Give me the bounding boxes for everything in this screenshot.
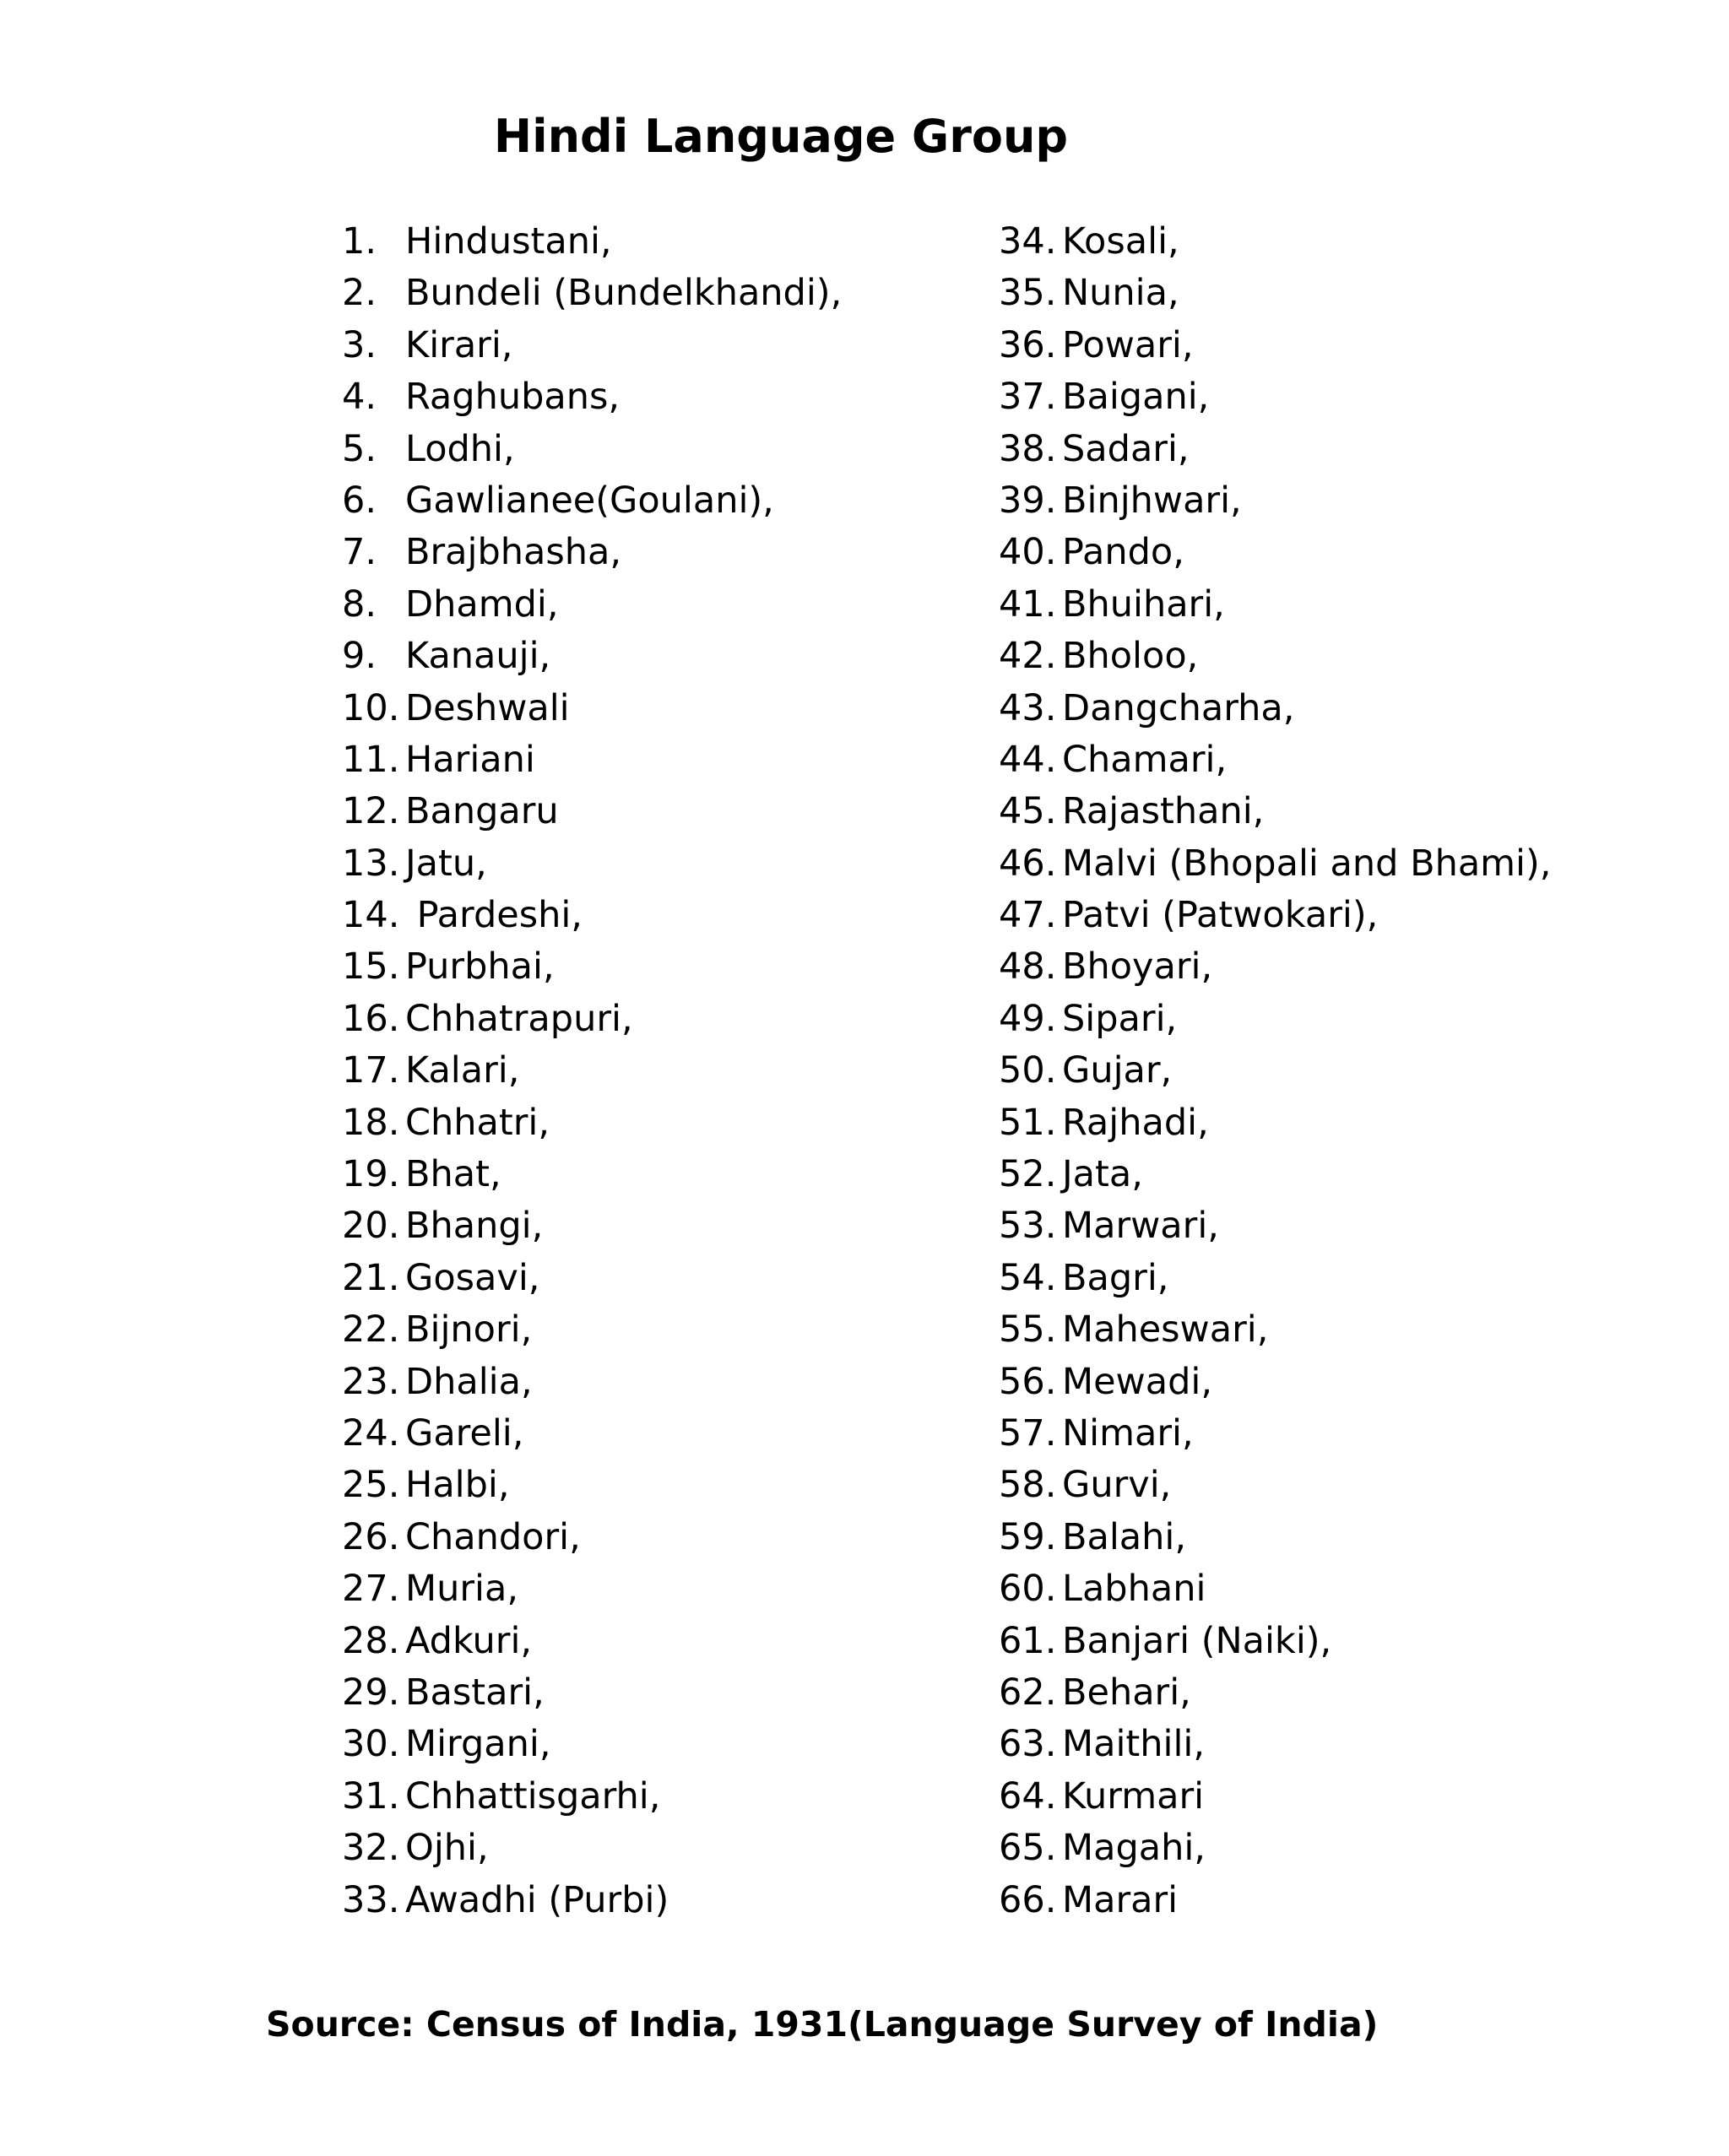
list-item (342, 1563, 842, 1615)
list-item-number: 6. (342, 479, 377, 522)
list-item (342, 838, 842, 890)
list-item-label: Bundeli (Bundelkhandi), (405, 272, 843, 315)
list-item-number: 31. (342, 1774, 400, 1817)
list-item-label: Deshwali (405, 686, 570, 729)
list-item-number: 18. (342, 1101, 400, 1144)
list-item (342, 734, 842, 786)
list-item-label: Chandori, (405, 1515, 581, 1558)
list-item-number: 36. (999, 323, 1057, 366)
list-item-number: 33. (342, 1878, 400, 1921)
list-item (342, 941, 842, 993)
list-item-number: 40. (999, 531, 1057, 574)
list-item-label: Marwari, (1062, 1205, 1219, 1248)
list-item-label: Nunia, (1062, 272, 1179, 315)
list-item-label: Bastari, (405, 1671, 545, 1714)
list-item (999, 1563, 1551, 1615)
list-item (342, 268, 842, 319)
list-item-number: 48. (999, 945, 1057, 989)
list-item-number: 57. (999, 1411, 1057, 1454)
list-item-label: Awadhi (Purbi) (405, 1878, 669, 1921)
list-item-number: 24. (342, 1411, 400, 1454)
list-item (999, 527, 1551, 578)
list-item (342, 1771, 842, 1823)
list-item-label: Kanauji, (405, 635, 551, 678)
list-item-number: 35. (999, 272, 1057, 315)
list-item-number: 9. (342, 635, 377, 678)
list-item (999, 786, 1551, 837)
list-item (342, 1149, 842, 1200)
list-item-label: Adkuri, (405, 1619, 533, 1662)
list-item-number: 15. (342, 945, 400, 989)
list-item-number: 10. (342, 686, 400, 729)
list-item (342, 1719, 842, 1770)
list-item-label: Balahi, (1062, 1515, 1187, 1558)
list-item-label: Dhalia, (405, 1360, 533, 1403)
list-item-label: Marari (1062, 1878, 1179, 1921)
list-item (999, 734, 1551, 786)
list-item-label: Jatu, (405, 842, 487, 885)
source-citation: Source: Census of India, 1931(Language Survey of India) (266, 2004, 1379, 2045)
list-item-label: Kirari, (405, 323, 513, 366)
list-item (342, 890, 842, 941)
list-item-label: Chhatrapuri, (405, 997, 633, 1040)
list-item-number: 37. (999, 376, 1057, 419)
list-item (342, 424, 842, 475)
list-item (342, 216, 842, 268)
list-item-number: 39. (999, 479, 1057, 522)
list-item-number: 58. (999, 1464, 1057, 1507)
list-item-number: 38. (999, 427, 1057, 470)
list-item-number: 11. (342, 738, 400, 781)
list-item-number: 50. (999, 1049, 1057, 1092)
list-item-label: Chhattisgarhi, (405, 1774, 661, 1817)
list-item-number: 22. (342, 1308, 400, 1352)
list-item (342, 631, 842, 682)
list-item-label: Kalari, (405, 1049, 520, 1092)
list-item-number: 23. (342, 1360, 400, 1403)
list-item-number: 13. (342, 842, 400, 885)
list-item-number: 2. (342, 272, 377, 315)
list-item-label: Nimari, (1062, 1411, 1194, 1454)
list-item-label: Pardeshi, (405, 894, 583, 937)
list-item-number: 16. (342, 997, 400, 1040)
list-item-label: Chamari, (1062, 738, 1228, 781)
list-item (999, 1875, 1551, 1926)
language-list-right (999, 216, 1551, 1926)
list-item-label: Muria, (405, 1568, 518, 1611)
list-item-label: Mirgani, (405, 1723, 551, 1766)
list-item (999, 1149, 1551, 1200)
language-list-left (342, 216, 842, 1926)
list-item-number: 43. (999, 686, 1057, 729)
list-item-number: 46. (999, 842, 1057, 885)
list-item (999, 320, 1551, 371)
list-item-label: Bhuihari, (1062, 582, 1225, 626)
list-item (342, 1200, 842, 1252)
list-item-label: Malvi (Bhopali and Bhami), (1062, 842, 1552, 885)
list-item-number: 64. (999, 1774, 1057, 1817)
list-item-label: Bangaru (405, 790, 559, 833)
list-item-label: Gawlianee(Goulani), (405, 479, 774, 522)
list-item-number: 65. (999, 1827, 1057, 1870)
list-item-label: Maheswari, (1062, 1308, 1269, 1352)
list-item-label: Baigani, (1062, 376, 1210, 419)
list-item-number: 59. (999, 1515, 1057, 1558)
list-item-number: 51. (999, 1101, 1057, 1144)
list-item (999, 1512, 1551, 1563)
list-item-label: Gurvi, (1062, 1464, 1172, 1507)
list-item (999, 1097, 1551, 1149)
list-item-label: Rajasthani, (1062, 790, 1265, 833)
list-item-number: 30. (342, 1723, 400, 1766)
list-item-number: 7. (342, 531, 377, 574)
list-item-label: Kurmari (1062, 1774, 1205, 1817)
list-item (999, 268, 1551, 319)
list-item (342, 527, 842, 578)
list-item (999, 1253, 1551, 1304)
list-item-label: Brajbhasha, (405, 531, 622, 574)
list-item-number: 45. (999, 790, 1057, 833)
list-item (342, 1616, 842, 1667)
list-item-number: 8. (342, 582, 377, 626)
page-title: Hindi Language Group (493, 110, 1069, 163)
list-item-number: 20. (342, 1205, 400, 1248)
list-item-number: 52. (999, 1153, 1057, 1196)
list-item (342, 1357, 842, 1408)
list-item-number: 53. (999, 1205, 1057, 1248)
list-item (342, 1097, 842, 1149)
list-item-number: 21. (342, 1256, 400, 1299)
list-item-number: 3. (342, 323, 377, 366)
list-item-number: 44. (999, 738, 1057, 781)
list-item-label: Ojhi, (405, 1827, 489, 1870)
list-item-number: 62. (999, 1671, 1057, 1714)
list-item (999, 424, 1551, 475)
list-item-label: Lodhi, (405, 427, 515, 470)
list-item-number: 5. (342, 427, 377, 470)
list-item-label: Magahi, (1062, 1827, 1206, 1870)
list-item-label: Jata, (1062, 1153, 1143, 1196)
list-item (999, 631, 1551, 682)
list-item (999, 1667, 1551, 1719)
list-item-label: Bhangi, (405, 1205, 544, 1248)
list-item-label: Sadari, (1062, 427, 1190, 470)
list-item-label: Behari, (1062, 1671, 1191, 1714)
list-item (342, 1253, 842, 1304)
list-item (999, 994, 1551, 1045)
list-item (999, 1408, 1551, 1460)
list-item-label: Gosavi, (405, 1256, 540, 1299)
list-item (342, 320, 842, 371)
list-item-label: Chhatri, (405, 1101, 550, 1144)
list-item-label: Maithili, (1062, 1723, 1206, 1766)
list-item (999, 1304, 1551, 1356)
list-item (342, 1512, 842, 1563)
list-item-label: Halbi, (405, 1464, 510, 1507)
list-item (999, 1719, 1551, 1770)
list-item (342, 1875, 842, 1926)
list-item (342, 786, 842, 837)
list-item (999, 475, 1551, 527)
list-item-label: Sipari, (1062, 997, 1178, 1040)
list-item-label: Banjari (Naiki), (1062, 1619, 1332, 1662)
list-item-number: 14. (342, 894, 400, 937)
list-item-label: Rajhadi, (1062, 1101, 1209, 1144)
list-item (999, 1771, 1551, 1823)
list-item-number: 56. (999, 1360, 1057, 1403)
list-item-number: 42. (999, 635, 1057, 678)
list-item (342, 1823, 842, 1874)
list-item-label: Bhat, (405, 1153, 501, 1196)
list-item-label: Raghubans, (405, 376, 621, 419)
list-item-number: 61. (999, 1619, 1057, 1662)
list-item (342, 994, 842, 1045)
list-item-label: Purbhai, (405, 945, 555, 989)
list-item-number: 1. (342, 220, 377, 263)
list-item-label: Hariani (405, 738, 535, 781)
list-item-number: 66. (999, 1878, 1057, 1921)
list-item (342, 579, 842, 631)
list-item (342, 371, 842, 423)
list-item-number: 28. (342, 1619, 400, 1662)
list-item-label: Labhani (1062, 1568, 1206, 1611)
list-item-label: Binjhwari, (1062, 479, 1242, 522)
list-item-number: 4. (342, 376, 377, 419)
list-item (342, 1304, 842, 1356)
list-item-label: Hindustani, (405, 220, 612, 263)
list-item-number: 29. (342, 1671, 400, 1714)
list-item-number: 17. (342, 1049, 400, 1092)
list-item (342, 1045, 842, 1097)
list-item (999, 1616, 1551, 1667)
list-item-number: 26. (342, 1515, 400, 1558)
list-item (999, 1823, 1551, 1874)
list-item-number: 63. (999, 1723, 1057, 1766)
list-item-label: Mewadi, (1062, 1360, 1212, 1403)
list-item-label: Dangcharha, (1062, 686, 1295, 729)
list-item-label: Powari, (1062, 323, 1194, 366)
list-item (999, 941, 1551, 993)
list-item-number: 49. (999, 997, 1057, 1040)
list-item-number: 12. (342, 790, 400, 833)
list-item-number: 27. (342, 1568, 400, 1611)
list-item (999, 216, 1551, 268)
list-item (999, 579, 1551, 631)
list-item-number: 34. (999, 220, 1057, 263)
list-item (999, 1460, 1551, 1511)
list-item-label: Kosali, (1062, 220, 1179, 263)
list-item (342, 683, 842, 734)
list-item-label: Bagri, (1062, 1256, 1169, 1299)
list-item-label: Gareli, (405, 1411, 524, 1454)
list-item-label: Bhoyari, (1062, 945, 1213, 989)
list-item (999, 1357, 1551, 1408)
list-item (342, 475, 842, 527)
list-item (999, 890, 1551, 941)
list-item-number: 47. (999, 894, 1057, 937)
list-item (999, 1200, 1551, 1252)
list-item (999, 371, 1551, 423)
list-item-label: Dhamdi, (405, 582, 559, 626)
list-item-number: 32. (342, 1827, 400, 1870)
list-item-number: 55. (999, 1308, 1057, 1352)
list-item (342, 1667, 842, 1719)
list-item-number: 41. (999, 582, 1057, 626)
list-item-label: Patvi (Patwokari), (1062, 894, 1379, 937)
list-item-label: Pando, (1062, 531, 1184, 574)
list-item (342, 1408, 842, 1460)
list-item-label: Gujar, (1062, 1049, 1173, 1092)
list-item (342, 1460, 842, 1511)
list-item-number: 25. (342, 1464, 400, 1507)
list-item (999, 683, 1551, 734)
list-item (999, 1045, 1551, 1097)
list-item-number: 19. (342, 1153, 400, 1196)
list-item (999, 838, 1551, 890)
list-item-number: 54. (999, 1256, 1057, 1299)
list-item-label: Bijnori, (405, 1308, 533, 1352)
list-item-label: Bholoo, (1062, 635, 1199, 678)
list-item-number: 60. (999, 1568, 1057, 1611)
